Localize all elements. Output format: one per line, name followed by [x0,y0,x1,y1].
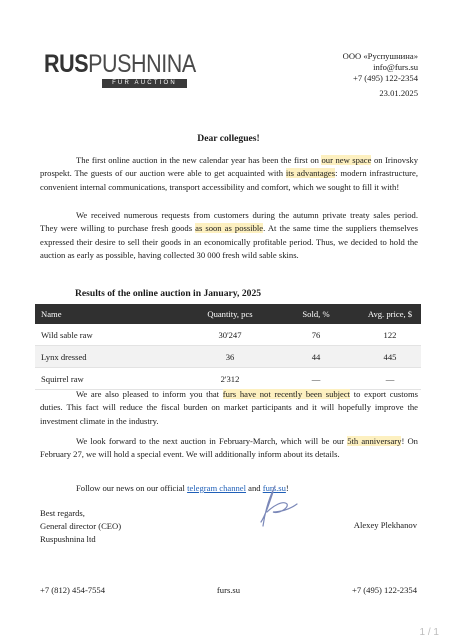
regards-title: General director (CEO) [40,521,122,531]
page-counter: 1 / 1 [419,627,439,638]
footer-phone-right: +7 (495) 122-2354 [352,585,417,595]
regards-line: Best regards, [40,508,85,518]
highlight: its advantages [285,168,336,179]
header-sold: Sold, % [302,309,330,319]
cell-sold: 76 [311,329,321,340]
text: ! On February 27, we will hold a special event. We will additionally inform about its details. [40,436,418,460]
regards-block [40,507,121,546]
text: and [246,483,263,493]
company-logo [44,50,196,88]
cell-avg-price: 122 [383,329,397,340]
text: . At the same time the suppliers themselves expressed their desire to sell their goods in an economically profitable period. Thus, we decided to hold the auction as early as possible, having collected 30 000 fresh wild sable skins. [40,223,418,261]
results-table [35,304,421,390]
table-row [35,324,421,346]
greeting: Dear collegues! [197,133,260,144]
header-name: Name [41,309,62,319]
letter-date: 23.01.2025 [379,88,418,98]
text: : modern infrastructure, convenient internal communications, transport accessibility and comfort, which we sought to fill it with! [40,168,418,192]
email-link[interactable]: info@furs.su [373,62,418,72]
cell-quantity: 2'312 [220,373,240,384]
cell-sold: 44 [311,351,321,362]
paragraph-new-space [40,154,418,194]
cell-quantity: 36 [225,351,235,362]
paragraph-anniversary [40,435,418,462]
text: We are also pleased to inform you that [76,389,223,399]
telegram-link[interactable]: telegram channel [187,483,247,493]
cell-name: Squirrel raw [41,373,84,384]
text: on Irinovsky prospekt. The guests of our auction were able to get acquainted with [40,155,419,179]
contact-phone: +7 (495) 122-2354 [353,73,418,83]
highlight: furs have not recently been subject [222,389,351,399]
highlight: our new space [321,155,372,165]
cell-name: Lynx dressed [41,351,87,362]
regards-company: Ruspushnina ltd [40,534,96,544]
header-quantity: Quantity, pcs [207,309,253,319]
cell-sold: — [311,373,321,384]
contact-block [343,51,418,99]
company-name: ООО «Руспушнина» [342,51,418,61]
signature-image [243,482,303,530]
results-title: Results of the online auction in January, 2025 [75,288,262,299]
logo-word-rus: RUS [44,50,89,78]
text: We look forward to the next auction in February-March, which will be our [76,436,348,446]
signer-name: Alexey Plekhanov [353,520,417,530]
paragraph-customs [40,388,418,428]
table-row [35,346,421,368]
cell-quantity: 30'247 [218,329,242,340]
text: Follow our news on our official [76,483,188,493]
header-avg-price: Avg. price, $ [367,309,413,319]
cell-name: Wild sable raw [41,329,93,340]
site-link[interactable]: furs.su [262,483,286,493]
highlight: 5th anniversary [347,436,402,446]
table-header-row [35,304,421,324]
paragraph-requests [40,209,418,263]
paragraph-follow [40,482,418,495]
cell-avg-price: 445 [383,351,397,362]
text: The first online auction in the new calendar year has been the first on [76,155,322,165]
highlight: as soon as possible [195,223,264,234]
logo-wordmark [44,50,196,78]
logo-tagline: FUR AUCTION [102,79,187,88]
footer-phone-left: +7 (812) 454-7554 [40,585,105,595]
text: to export customs duties. This fact will reduce the fiscal burden on market participants and it will hopefully improve the investment climate in the industry. [40,389,418,426]
text: We received numerous requests from customers during the autumn private treaty sales period. They were willing to purchase fresh goods [40,210,418,234]
logo-word-pushnina: PUSHNINA [88,50,196,78]
cell-avg-price: — [385,373,395,384]
text: ! [285,483,289,493]
table-row [35,368,421,390]
footer-site: furs.su [216,585,241,595]
